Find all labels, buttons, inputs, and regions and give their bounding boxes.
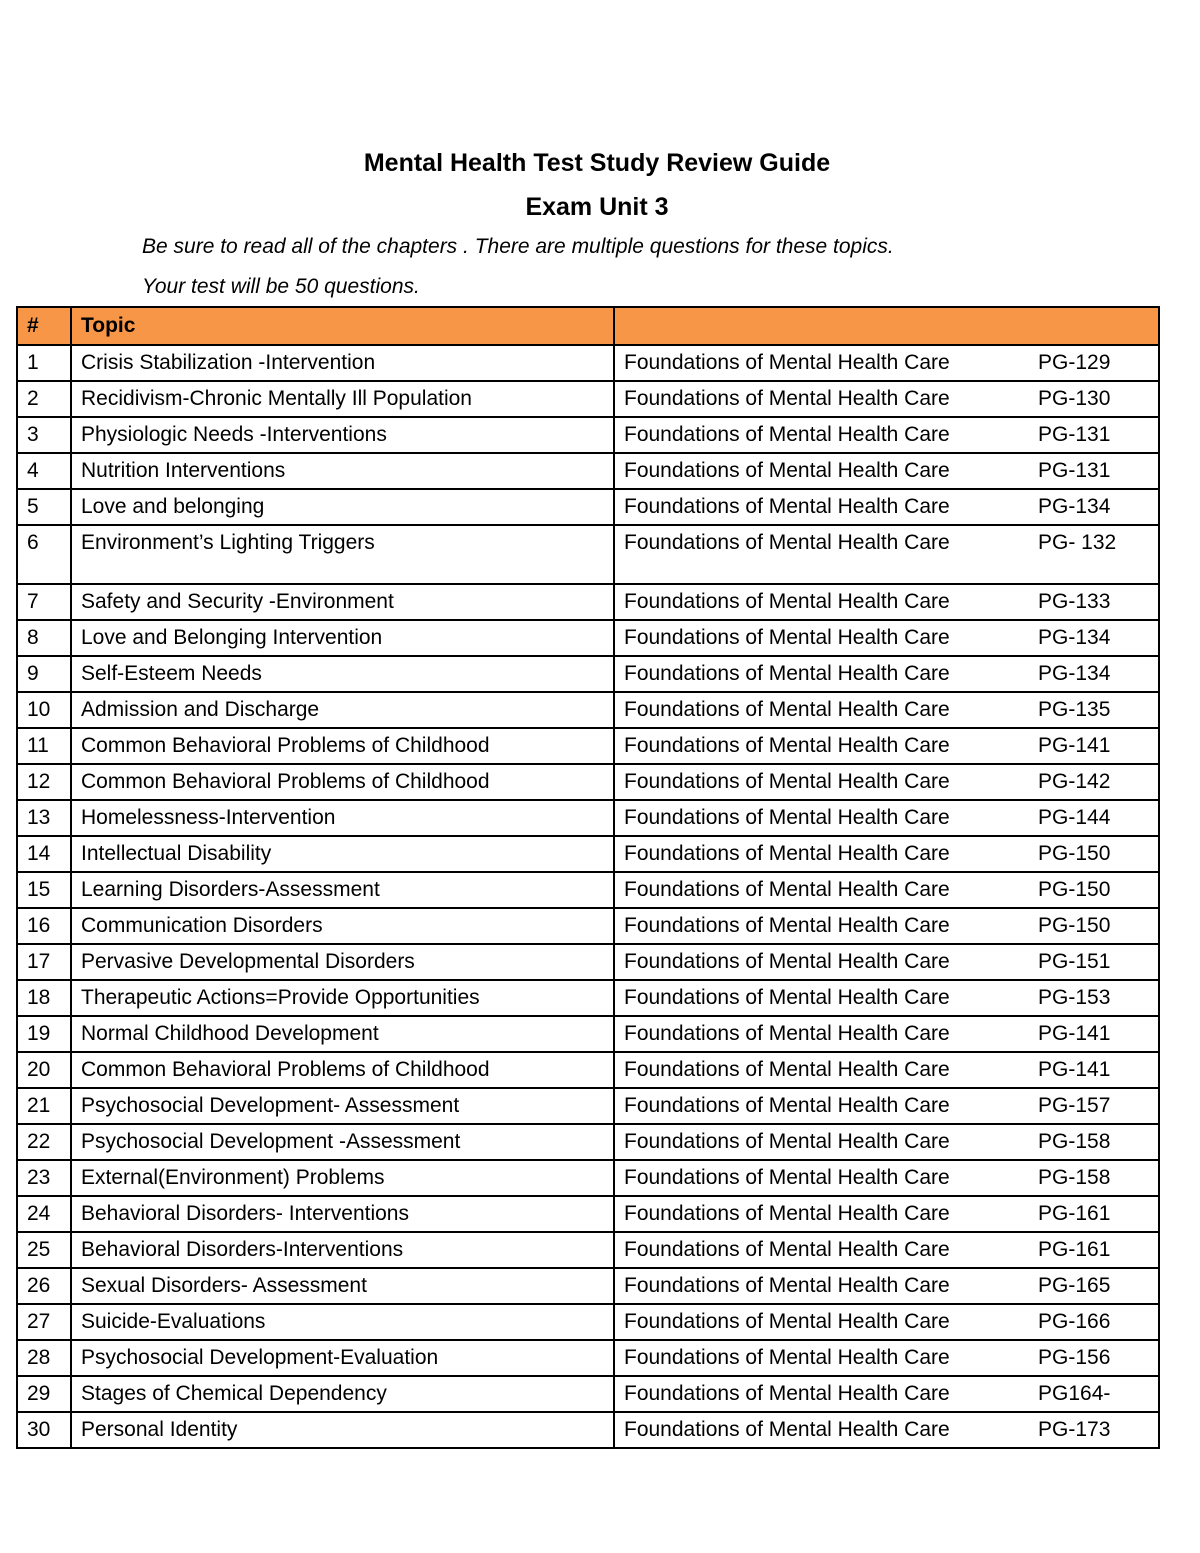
- reference-source: Foundations of Mental Health Care: [624, 1274, 950, 1297]
- reference-source: Foundations of Mental Health Care: [624, 459, 950, 482]
- reference-source: Foundations of Mental Health Care: [624, 878, 950, 901]
- reference-source: Foundations of Mental Health Care: [624, 351, 950, 374]
- row-number: 29: [17, 1376, 71, 1412]
- reference-page: PG-151: [1038, 950, 1111, 973]
- row-topic: Common Behavioral Problems of Childhood: [71, 1052, 614, 1088]
- table-row: [17, 692, 1159, 728]
- row-number: 25: [17, 1232, 71, 1268]
- reference-page: PG-173: [1038, 1418, 1111, 1441]
- reference-source: Foundations of Mental Health Care: [624, 626, 950, 649]
- reference-page: PG-161: [1038, 1238, 1111, 1261]
- row-topic: Psychosocial Development -Assessment: [71, 1124, 614, 1160]
- reference-source: Foundations of Mental Health Care: [624, 1094, 950, 1117]
- topic-table: [16, 306, 1160, 1449]
- row-reference: [614, 1232, 1159, 1268]
- reference-source: Foundations of Mental Health Care: [624, 1130, 950, 1153]
- row-number: 16: [17, 908, 71, 944]
- row-reference: [614, 872, 1159, 908]
- reference-page: PG-166: [1038, 1310, 1111, 1333]
- reference-source: Foundations of Mental Health Care: [624, 387, 950, 410]
- row-topic: Common Behavioral Problems of Childhood: [71, 764, 614, 800]
- row-reference: [614, 1304, 1159, 1340]
- reference-page: PG- 132: [1038, 531, 1117, 554]
- row-topic: Nutrition Interventions: [71, 453, 614, 489]
- table-row: [17, 620, 1159, 656]
- row-topic: Normal Childhood Development: [71, 1016, 614, 1052]
- row-number: 12: [17, 764, 71, 800]
- table-row: [17, 1088, 1159, 1124]
- instruction-note: Be sure to read all of the chapters . There are multiple questions for these topics.: [142, 235, 894, 258]
- row-number: 21: [17, 1088, 71, 1124]
- table-header-row: [17, 307, 1159, 345]
- row-topic: Learning Disorders-Assessment: [71, 872, 614, 908]
- reference-page: PG-144: [1038, 806, 1111, 829]
- row-number: 23: [17, 1160, 71, 1196]
- document-subtitle: Exam Unit 3: [525, 193, 669, 221]
- row-number: 14: [17, 836, 71, 872]
- reference-source: Foundations of Mental Health Care: [624, 950, 950, 973]
- header-reference: [614, 307, 1159, 345]
- row-reference: [614, 980, 1159, 1016]
- reference-source: Foundations of Mental Health Care: [624, 770, 950, 793]
- row-number: 18: [17, 980, 71, 1016]
- row-reference: [614, 764, 1159, 800]
- row-number: 27: [17, 1304, 71, 1340]
- reference-source: Foundations of Mental Health Care: [624, 986, 950, 1009]
- reference-source: Foundations of Mental Health Care: [624, 1166, 950, 1189]
- table-row: [17, 1304, 1159, 1340]
- row-reference: [614, 345, 1159, 381]
- table-row: [17, 1340, 1159, 1376]
- row-topic: Psychosocial Development- Assessment: [71, 1088, 614, 1124]
- reference-page: PG-150: [1038, 878, 1111, 901]
- row-reference: [614, 1052, 1159, 1088]
- reference-page: PG-134: [1038, 495, 1111, 518]
- row-number: 9: [17, 656, 71, 692]
- row-topic: Personal Identity: [71, 1412, 614, 1448]
- row-number: 4: [17, 453, 71, 489]
- reference-page: PG-131: [1038, 459, 1111, 482]
- reference-page: PG-141: [1038, 734, 1111, 757]
- row-reference: [614, 944, 1159, 980]
- row-reference: [614, 1268, 1159, 1304]
- table-row: [17, 1016, 1159, 1052]
- table-row: [17, 836, 1159, 872]
- row-reference: [614, 1196, 1159, 1232]
- row-reference: [614, 800, 1159, 836]
- row-reference: [614, 620, 1159, 656]
- row-topic: Communication Disorders: [71, 908, 614, 944]
- row-topic: Psychosocial Development-Evaluation: [71, 1340, 614, 1376]
- table-row: [17, 453, 1159, 489]
- reference-source: Foundations of Mental Health Care: [624, 842, 950, 865]
- reference-source: Foundations of Mental Health Care: [624, 1058, 950, 1081]
- row-number: 20: [17, 1052, 71, 1088]
- row-number: 3: [17, 417, 71, 453]
- row-topic: Environment’s Lighting Triggers: [71, 525, 614, 584]
- table-row: [17, 525, 1159, 584]
- reference-page: PG-134: [1038, 626, 1111, 649]
- row-reference: [614, 453, 1159, 489]
- row-topic: Intellectual Disability: [71, 836, 614, 872]
- reference-page: PG-133: [1038, 590, 1111, 613]
- row-reference: [614, 1124, 1159, 1160]
- row-number: 10: [17, 692, 71, 728]
- table-row: [17, 417, 1159, 453]
- table-row: [17, 1196, 1159, 1232]
- row-reference: [614, 1412, 1159, 1448]
- row-reference: [614, 1016, 1159, 1052]
- reference-page: PG-150: [1038, 842, 1111, 865]
- reference-source: Foundations of Mental Health Care: [624, 914, 950, 937]
- row-topic: Therapeutic Actions=Provide Opportunities: [71, 980, 614, 1016]
- table-row: [17, 764, 1159, 800]
- reference-page: PG-131: [1038, 423, 1111, 446]
- row-topic: External(Environment) Problems: [71, 1160, 614, 1196]
- reference-source: Foundations of Mental Health Care: [624, 495, 950, 518]
- reference-page: PG-141: [1038, 1022, 1111, 1045]
- reference-source: Foundations of Mental Health Care: [624, 734, 950, 757]
- reference-page: PG-130: [1038, 387, 1111, 410]
- reference-source: Foundations of Mental Health Care: [624, 1418, 950, 1441]
- row-topic: Love and Belonging Intervention: [71, 620, 614, 656]
- table-row: [17, 872, 1159, 908]
- table-row: [17, 584, 1159, 620]
- table-row: [17, 800, 1159, 836]
- reference-page: PG-142: [1038, 770, 1111, 793]
- row-number: 22: [17, 1124, 71, 1160]
- row-number: 8: [17, 620, 71, 656]
- row-number: 6: [17, 525, 71, 584]
- row-topic: Safety and Security -Environment: [71, 584, 614, 620]
- reference-source: Foundations of Mental Health Care: [624, 1202, 950, 1225]
- row-reference: [614, 728, 1159, 764]
- row-number: 26: [17, 1268, 71, 1304]
- header-topic: Topic: [71, 307, 614, 345]
- row-topic: Homelessness-Intervention: [71, 800, 614, 836]
- row-number: 24: [17, 1196, 71, 1232]
- row-topic: Common Behavioral Problems of Childhood: [71, 728, 614, 764]
- reference-source: Foundations of Mental Health Care: [624, 1022, 950, 1045]
- row-number: 30: [17, 1412, 71, 1448]
- row-number: 2: [17, 381, 71, 417]
- reference-source: Foundations of Mental Health Care: [624, 1382, 950, 1405]
- row-number: 5: [17, 489, 71, 525]
- reference-page: PG164-: [1038, 1382, 1111, 1405]
- table-row: [17, 944, 1159, 980]
- row-reference: [614, 1376, 1159, 1412]
- row-reference: [614, 381, 1159, 417]
- row-topic: Crisis Stabilization -Intervention: [71, 345, 614, 381]
- row-number: 15: [17, 872, 71, 908]
- question-count-note: Your test will be 50 questions.: [142, 275, 420, 298]
- reference-page: PG-161: [1038, 1202, 1111, 1225]
- row-topic: Behavioral Disorders- Interventions: [71, 1196, 614, 1232]
- row-reference: [614, 656, 1159, 692]
- reference-source: Foundations of Mental Health Care: [624, 806, 950, 829]
- row-number: 17: [17, 944, 71, 980]
- row-reference: [614, 584, 1159, 620]
- reference-page: PG-165: [1038, 1274, 1111, 1297]
- row-reference: [614, 692, 1159, 728]
- table-row: [17, 1412, 1159, 1448]
- row-reference: [614, 836, 1159, 872]
- table-row: [17, 728, 1159, 764]
- row-topic: Self-Esteem Needs: [71, 656, 614, 692]
- reference-page: PG-150: [1038, 914, 1111, 937]
- reference-source: Foundations of Mental Health Care: [624, 698, 950, 721]
- row-topic: Pervasive Developmental Disorders: [71, 944, 614, 980]
- reference-page: PG-157: [1038, 1094, 1111, 1117]
- row-topic: Recidivism-Chronic Mentally Ill Population: [71, 381, 614, 417]
- row-reference: [614, 489, 1159, 525]
- table-row: [17, 1268, 1159, 1304]
- row-topic: Admission and Discharge: [71, 692, 614, 728]
- reference-page: PG-153: [1038, 986, 1111, 1009]
- row-topic: Love and belonging: [71, 489, 614, 525]
- row-reference: [614, 417, 1159, 453]
- reference-page: PG-129: [1038, 351, 1111, 374]
- reference-source: Foundations of Mental Health Care: [624, 662, 950, 685]
- row-reference: [614, 1088, 1159, 1124]
- table-row: [17, 908, 1159, 944]
- reference-source: Foundations of Mental Health Care: [624, 1310, 950, 1333]
- table-row: [17, 381, 1159, 417]
- row-topic: Sexual Disorders- Assessment: [71, 1268, 614, 1304]
- row-reference: [614, 908, 1159, 944]
- document-title: Mental Health Test Study Review Guide: [363, 149, 831, 177]
- row-number: 19: [17, 1016, 71, 1052]
- reference-source: Foundations of Mental Health Care: [624, 590, 950, 613]
- row-topic: Suicide-Evaluations: [71, 1304, 614, 1340]
- row-reference: [614, 1340, 1159, 1376]
- table-row: [17, 1376, 1159, 1412]
- reference-page: PG-134: [1038, 662, 1111, 685]
- reference-page: PG-141: [1038, 1058, 1111, 1081]
- header-number: #: [17, 307, 71, 345]
- table-row: [17, 1052, 1159, 1088]
- table-row: [17, 1124, 1159, 1160]
- reference-source: Foundations of Mental Health Care: [624, 531, 950, 554]
- table-row: [17, 656, 1159, 692]
- table-row: [17, 345, 1159, 381]
- row-topic: Physiologic Needs -Interventions: [71, 417, 614, 453]
- row-topic: Stages of Chemical Dependency: [71, 1376, 614, 1412]
- row-number: 7: [17, 584, 71, 620]
- reference-page: PG-156: [1038, 1346, 1111, 1369]
- row-number: 1: [17, 345, 71, 381]
- row-number: 28: [17, 1340, 71, 1376]
- row-reference: [614, 1160, 1159, 1196]
- row-topic: Behavioral Disorders-Interventions: [71, 1232, 614, 1268]
- table-row: [17, 980, 1159, 1016]
- reference-page: PG-135: [1038, 698, 1111, 721]
- table-row: [17, 1160, 1159, 1196]
- reference-page: PG-158: [1038, 1166, 1111, 1189]
- reference-page: PG-158: [1038, 1130, 1111, 1153]
- reference-source: Foundations of Mental Health Care: [624, 1238, 950, 1261]
- row-reference: [614, 525, 1159, 584]
- row-number: 13: [17, 800, 71, 836]
- table-row: [17, 489, 1159, 525]
- reference-source: Foundations of Mental Health Care: [624, 423, 950, 446]
- table-row: [17, 1232, 1159, 1268]
- reference-source: Foundations of Mental Health Care: [624, 1346, 950, 1369]
- row-number: 11: [17, 728, 71, 764]
